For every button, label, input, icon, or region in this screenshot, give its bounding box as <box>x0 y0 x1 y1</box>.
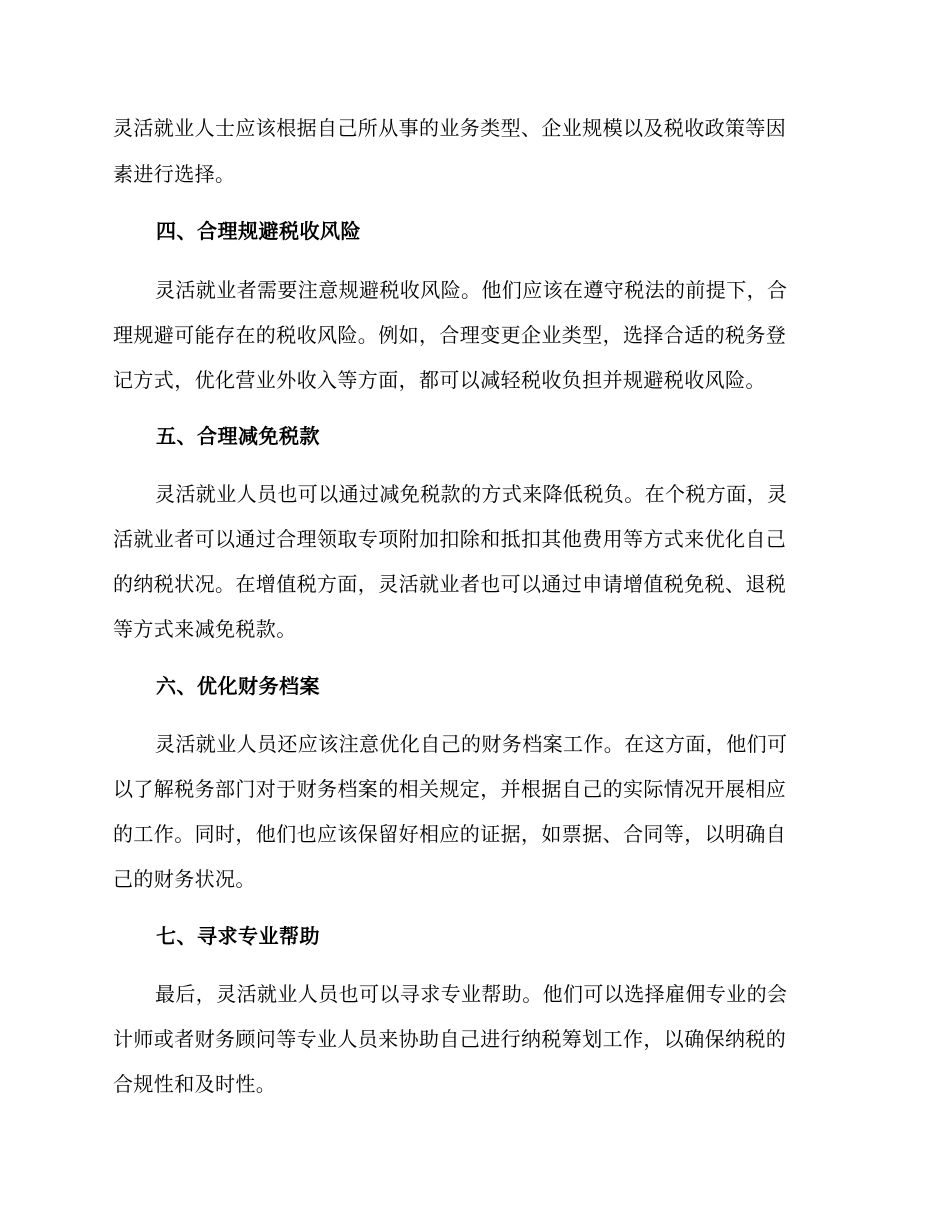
paragraph-line: 己的财务状况。 <box>113 867 256 891</box>
paragraph-line: 素进行选择。 <box>113 162 236 186</box>
paragraph-line: 灵活就业者需要注意规避税收风险。他们应该在遵守税法的前提下，合 <box>155 278 788 302</box>
section-heading: 四、合理规避税收风险 <box>156 219 361 243</box>
paragraph-line: 等方式来减免税款。 <box>113 617 297 641</box>
paragraph-line: 最后，灵活就业人员也可以寻求专业帮助。他们可以选择雇佣专业的会 <box>155 982 788 1006</box>
paragraph-line: 理规避可能存在的税收风险。例如，合理变更企业类型，选择合适的税务登 <box>113 323 787 347</box>
paragraph-line: 灵活就业人员还应该注意优化自己的财务档案工作。在这方面，他们可 <box>155 732 788 756</box>
section-heading: 六、优化财务档案 <box>156 674 320 698</box>
paragraph-line: 活就业者可以通过合理领取专项附加扣除和抵扣其他费用等方式来优化自己 <box>113 527 787 551</box>
paragraph-line: 灵活就业人士应该根据自己所从事的业务类型、企业规模以及税收政策等因 <box>113 116 787 140</box>
section-heading: 五、合理减免税款 <box>156 424 320 448</box>
paragraph-line: 以了解税务部门对于财务档案的相关规定，并根据自己的实际情况开展相应 <box>113 777 787 801</box>
paragraph-line: 灵活就业人员也可以通过减免税款的方式来降低税负。在个税方面，灵 <box>155 482 788 506</box>
section-heading: 七、寻求专业帮助 <box>156 924 320 948</box>
paragraph-line: 合规性和及时性。 <box>113 1072 277 1096</box>
paragraph-line: 记方式，优化营业外收入等方面，都可以减轻税收负担并规避税收风险。 <box>113 368 766 392</box>
paragraph-line: 计师或者财务顾问等专业人员来协助自己进行纳税筹划工作，以确保纳税的 <box>113 1027 787 1051</box>
paragraph-line: 的工作。同时，他们也应该保留好相应的证据，如票据、合同等，以明确自 <box>113 822 787 846</box>
paragraph-line: 的纳税状况。在增值税方面，灵活就业者也可以通过申请增值税免税、退税 <box>113 572 787 596</box>
